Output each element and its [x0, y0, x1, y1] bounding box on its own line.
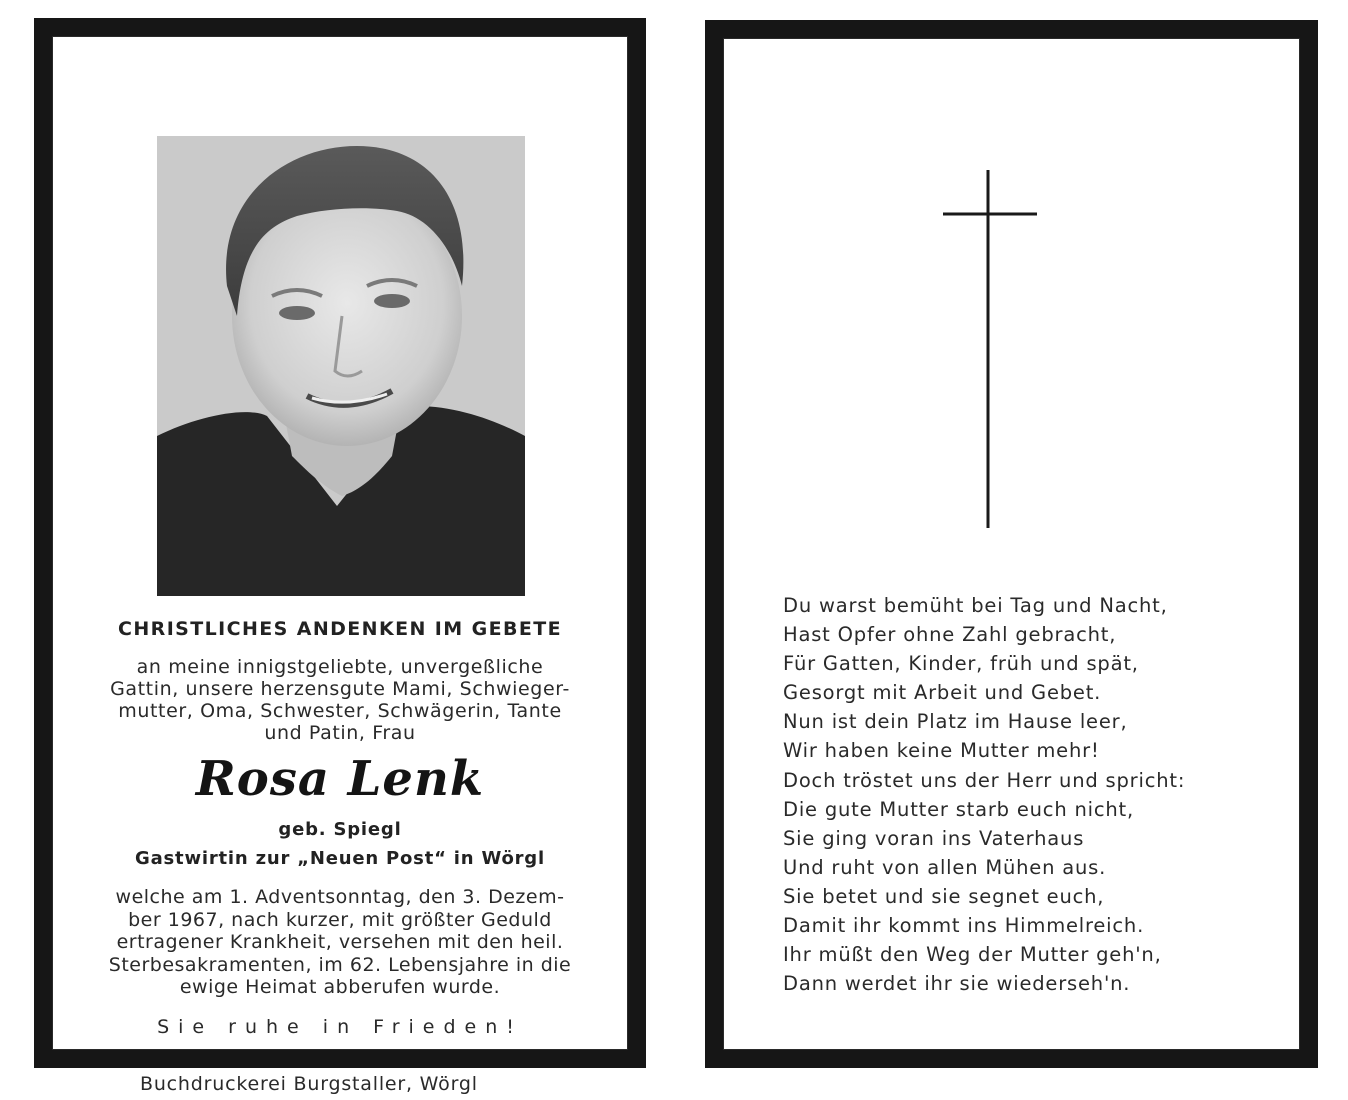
- memorial-card-front: [34, 18, 646, 1068]
- dedication-line: und Patin, Frau: [264, 722, 416, 744]
- poem-line: Ihr müßt den Weg der Mutter geh'n,: [783, 943, 1162, 967]
- poem-line: Und ruht von allen Mühen aus.: [783, 855, 1107, 879]
- poem-line: Nun ist dein Platz im Hause leer,: [783, 710, 1128, 734]
- latin-cross-icon: [941, 166, 1041, 531]
- memorial-card-back: [705, 20, 1318, 1068]
- poem-line: Die gute Mutter starb euch nicht,: [783, 797, 1134, 821]
- obituary-line: welche am 1. Adventsonntag, den 3. Dezem-: [115, 886, 565, 908]
- portrait-image: [157, 136, 525, 596]
- dedication-line: Gattin, unsere herzensgute Mami, Schwieger-: [110, 678, 570, 700]
- poem-line: Sie ging voran ins Vaterhaus: [783, 826, 1085, 850]
- obituary-line: ertragener Krankheit, versehen mit den heil.: [116, 931, 564, 953]
- obituary-line: ber 1967, nach kurzer, mit größter Geduld: [128, 908, 552, 931]
- poem-line: Dann werdet ihr sie wiederseh'n.: [783, 972, 1131, 996]
- deceased-name: Rosa Lenk: [195, 751, 485, 807]
- memorial-poem: [783, 591, 1185, 998]
- card-heading: CHRISTLICHES ANDENKEN IM GEBETE: [118, 618, 562, 640]
- poem-line: Für Gatten, Kinder, früh und spät,: [783, 652, 1139, 676]
- dedication-text: [52, 656, 628, 744]
- portrait-photo: [157, 136, 525, 596]
- closing-blessing: Sie ruhe in Frieden!: [157, 1016, 523, 1038]
- maiden-name: geb. Spiegl: [278, 819, 402, 840]
- poem-line: Du warst bemüht bei Tag und Nacht,: [783, 594, 1168, 617]
- poem-line: Hast Opfer ohne Zahl gebracht,: [783, 623, 1117, 647]
- obituary-line: Sterbesakramenten, im 62. Lebensjahre in die: [108, 953, 572, 976]
- poem-line: Doch tröstet uns der Herr und spricht:: [783, 768, 1186, 792]
- poem-line: Gesorgt mit Arbeit und Gebet.: [783, 681, 1102, 705]
- occupation-line: Gastwirtin zur „Neuen Post“ in Wörgl: [135, 848, 545, 869]
- obituary-line: ewige Heimat abberufen wurde.: [179, 976, 501, 998]
- obituary-text: [52, 886, 628, 999]
- poem-line: Sie betet und sie segnet euch,: [783, 884, 1105, 908]
- poem-line: Wir haben keine Mutter mehr!: [783, 739, 1100, 763]
- poem-line: Damit ihr kommt ins Himmelreich.: [783, 914, 1145, 938]
- printer-credit: Buchdruckerei Burgstaller, Wörgl: [140, 1073, 478, 1095]
- dedication-line: an meine innigstgeliebte, unvergeßliche: [136, 656, 544, 678]
- dedication-line: mutter, Oma, Schwester, Schwägerin, Tante: [118, 700, 562, 722]
